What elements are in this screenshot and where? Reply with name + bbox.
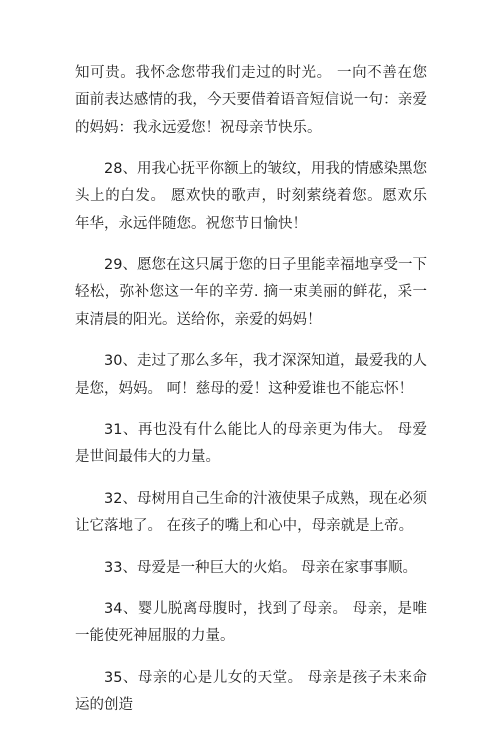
paragraph-31: 31、再也没有什么能比人的母亲更为伟大。 母爱是世间最伟大的力量。 <box>75 422 427 466</box>
paragraph-35: 35、母亲的心是儿女的天堂。 母亲是孩子未来命运的创造 <box>75 669 427 714</box>
document-body <box>75 60 427 734</box>
paragraph-29: 29、愿您在这只属于您的日子里能幸福地享受一下轻松，弥补您这一年的辛劳. 摘一束美丽的鲜花，采一束清晨的阳光。送给你，亲爱的妈妈！ <box>75 257 427 328</box>
paragraph-28: 28、用我心抚平你额上的皱纹，用我的情感染黑您头上的白发。 愿欢快的歌声，时刻萦绕着您。愿欢乐年华，永远伴随您。祝您节日愉快！ <box>75 161 427 232</box>
paragraph-34: 34、婴儿脱离母腹时，找到了母亲。 母亲，是唯一能使死神屈服的力量。 <box>75 601 427 645</box>
paragraph-33: 33、母爱是一种巨大的火焰。 母亲在家事事顺。 <box>104 559 418 576</box>
paragraph-32: 32、母树用自己生命的汁液使果子成熟，现在必须让它落地了。 在孩子的嘴上和心中，母亲就是上帝。 <box>75 490 427 535</box>
paragraph-continued: 知可贵。我怀念您带我们走过的时光。 一向不善在您面前表达感情的我，今天要借着语音短信说一句：亲爱的妈妈：我永远爱您！祝母亲节快乐。 <box>75 65 427 136</box>
paragraph-30: 30、走过了那么多年，我才深深知道，最爱我的人是您，妈妈。 呵！慈母的爱！这种爱谁也不能忘怀！ <box>75 353 427 397</box>
